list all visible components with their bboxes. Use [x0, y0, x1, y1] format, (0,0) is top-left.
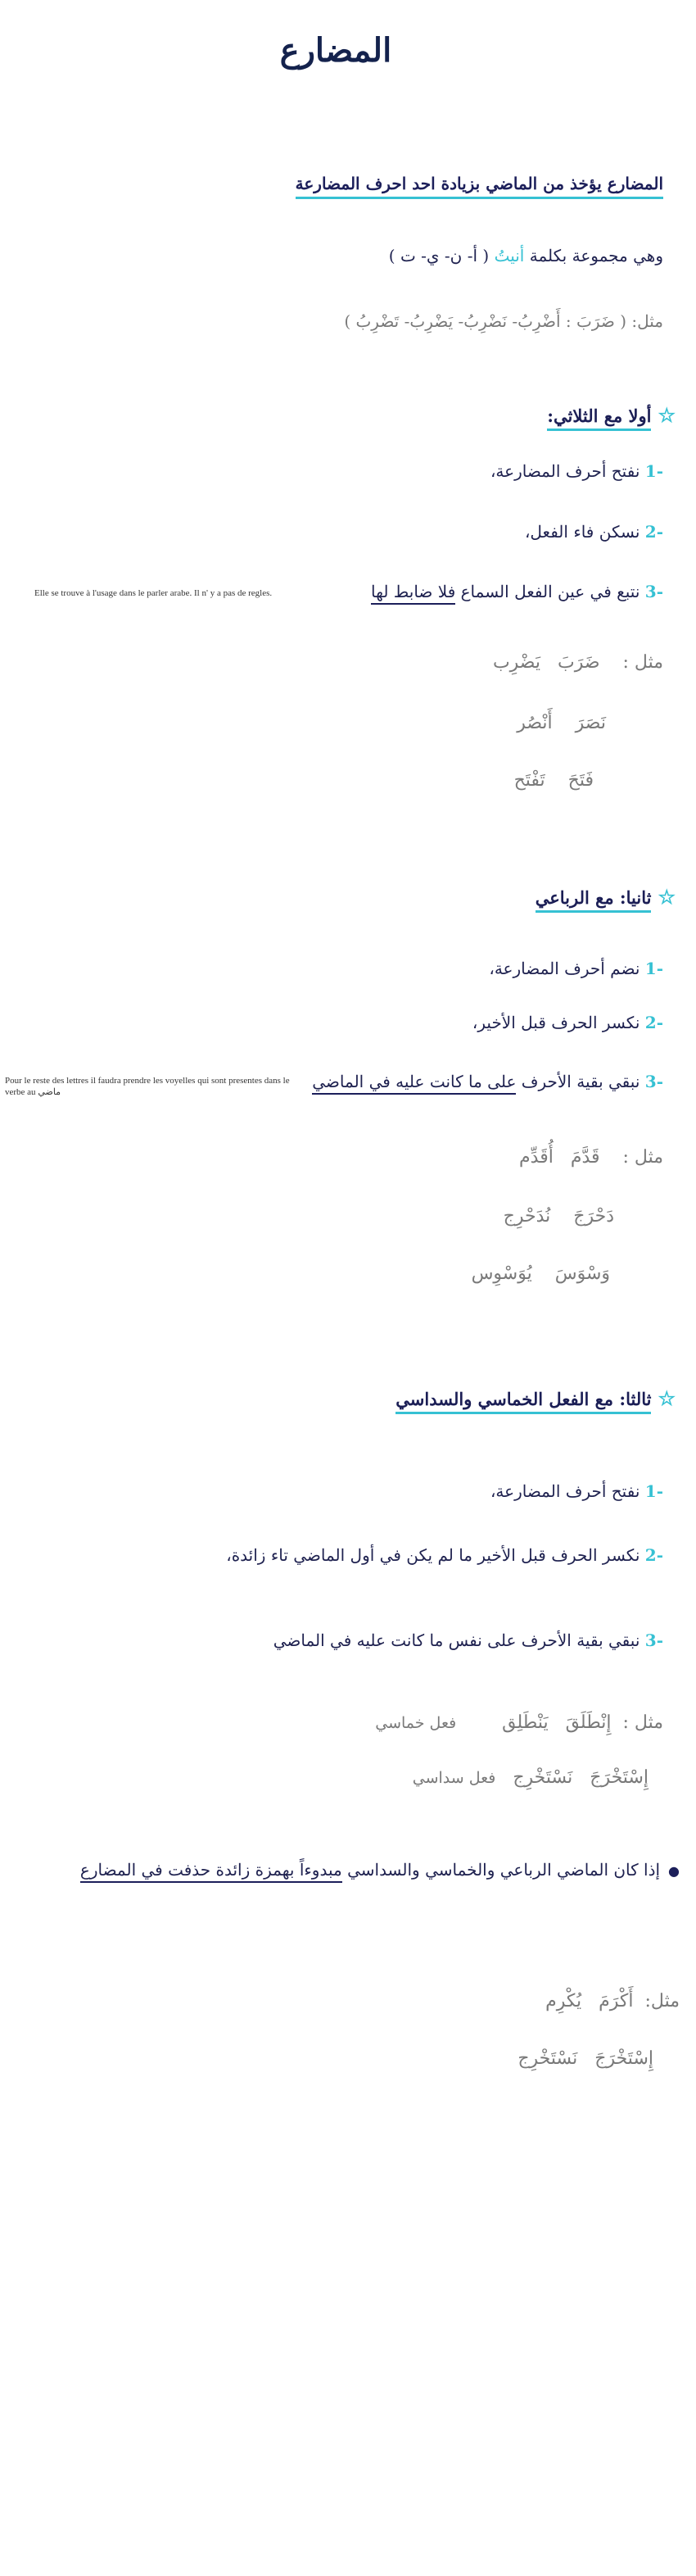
- rule-line: ●إذا كان الماضي الرباعي والخماسي والسداسي مبدوءاً بهمزة زائدة حذفت في المضارع: [80, 1860, 680, 1880]
- section2-step-3-underlined: على ما كانت عليه في الماضي: [312, 1072, 516, 1095]
- intro-heading: المضارع يؤخذ من الماضي بزيادة احد احرف المضارعة: [296, 174, 663, 199]
- group-prefix: وهي مجموعة بكلمة: [529, 246, 663, 265]
- intro-example-forms: أَضْرِبُ- نَضْرِبُ- يَضْرِبُ- تَضْرِبُ ): [344, 311, 561, 331]
- section2-heading: ثانيا: مع الرباعي: [536, 887, 652, 913]
- bullet-icon: ●: [668, 1863, 680, 1879]
- section3-step-3: -3 نبقي بقية الأحرف على نفس ما كانت عليه في الماضي: [273, 1630, 663, 1650]
- section3-example-1: مثل : إِنْطَلَقَ يَنْطَلِق فعل خماسي: [375, 1712, 663, 1733]
- rule-example-1: مثل: أَكْرَمَ يُكْرِم: [545, 1991, 680, 2011]
- section1-step-3: -3 نتبع في عين الفعل السماع فلا ضابط لها: [371, 582, 663, 601]
- group-word: أنيتُ: [494, 246, 525, 265]
- section1-note: Elle se trouve à l'usage dans le parler arabe. Il n' y a pas de regles.: [34, 588, 273, 598]
- section2-example-3: وَسْوَسَ يُوَسْوِس: [471, 1263, 610, 1284]
- section3-heading: ثالثا: مع الفعل الخماسي والسداسي: [395, 1389, 651, 1414]
- section2-example-2: دَحْرَجَ نُدَحْرِج: [503, 1206, 614, 1227]
- intro-example-line: [344, 311, 663, 331]
- group-letters: ( أ- ن- ي- ت ): [388, 246, 490, 265]
- section2-step-1: -1 نضم أحرف المضارعة،: [489, 959, 663, 978]
- star-outline-icon: ☆: [658, 1386, 676, 1410]
- section2-step-3: -3 نبقي بقية الأحرف على ما كانت عليه في الماضي: [312, 1072, 663, 1091]
- intro-example-prefix: مثل: ( ضَرَبَ :: [565, 311, 663, 331]
- intro-group-line: [389, 246, 663, 265]
- section1-example-3: فَتَحَ تَفْتَح: [513, 770, 594, 791]
- section1-example-2: نَصَرَ أَنْصُر: [517, 713, 606, 733]
- section3-heading-row: [395, 1386, 676, 1410]
- section2-step-2: -2 نكسر الحرف قبل الأخير،: [472, 1013, 663, 1032]
- star-outline-icon: ☆: [658, 403, 676, 427]
- section2-example-1: مثل : قَدَّمَ أُقَدِّم: [519, 1147, 663, 1168]
- section1-heading: أولا مع الثلاثي:: [547, 406, 651, 431]
- rule-underlined: مبدوءاً بهمزة زائدة حذفت في المضارع: [80, 1860, 342, 1883]
- section2-note: Pour le reste des lettres il faudra prendre les voyelles qui sont presentes dans le verbe au ماضي: [5, 1076, 290, 1097]
- section1-step-1: -1 نفتح أحرف المضارعة،: [490, 461, 663, 481]
- rule-example-2: إِسْتَخْرَجَ نَسْتَخْرِج: [517, 2048, 653, 2069]
- section1-example-1: مثل : ضَرَبَ يَضْرِب: [492, 652, 663, 673]
- section3-example-2: إِسْتَخْرَجَ نَسْتَخْرِج فعل سداسي: [412, 1767, 649, 1788]
- section1-step-3-underlined: فلا ضابط لها: [371, 582, 455, 605]
- star-outline-icon: ☆: [658, 885, 676, 909]
- page-title: المضارع: [279, 31, 392, 70]
- section1-heading-row: [547, 403, 676, 427]
- section2-heading-row: [536, 885, 676, 909]
- section1-step-2: -2 نسكن فاء الفعل،: [524, 522, 663, 542]
- section3-step-2: -2 نكسر الحرف قبل الأخير ما لم يكن في أول الماضي تاء زائدة،: [226, 1545, 663, 1565]
- section3-step-1: -1 نفتح أحرف المضارعة،: [490, 1481, 663, 1501]
